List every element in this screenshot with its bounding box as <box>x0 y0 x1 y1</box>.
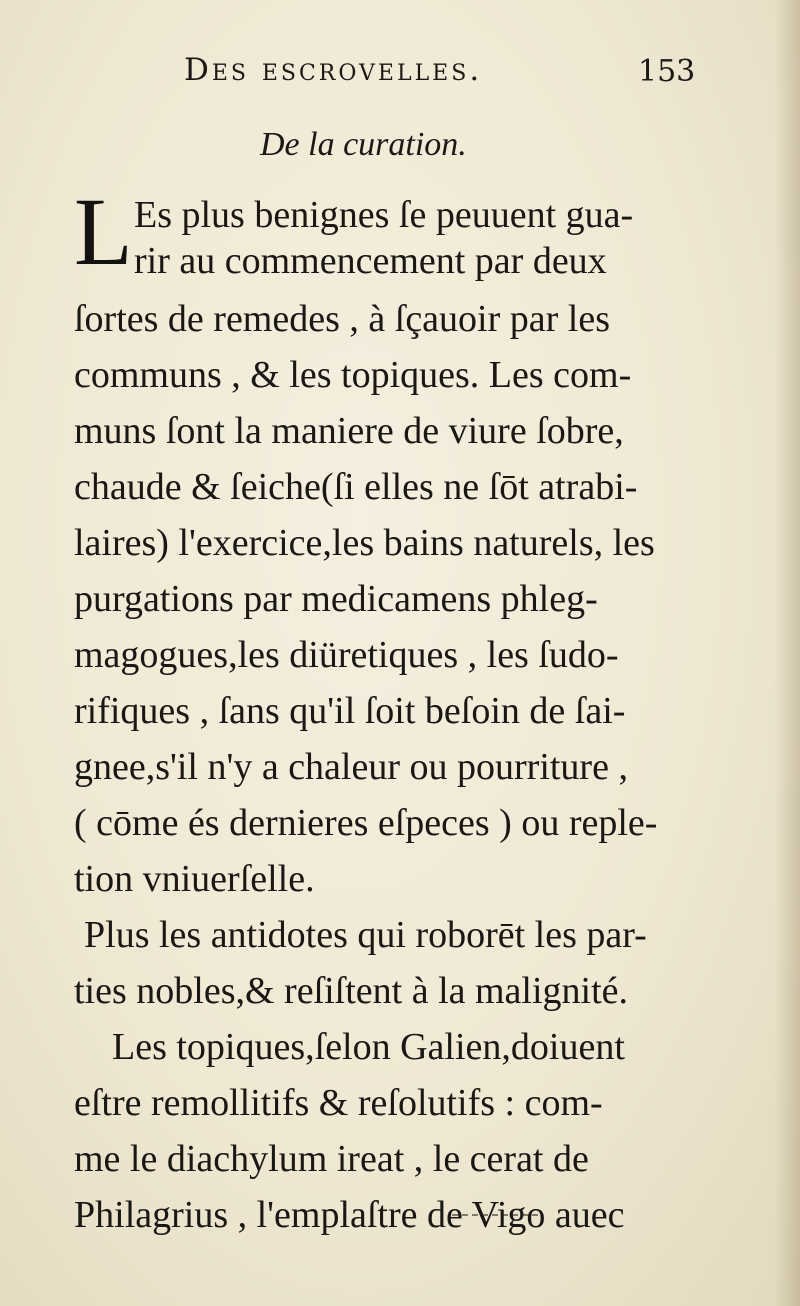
text-line: ( cōme és dernieres eſpeces ) ou reple- <box>74 802 658 844</box>
page-edge-shadow <box>774 0 800 1306</box>
page-header <box>178 46 698 96</box>
drop-cap: L <box>74 178 133 285</box>
section-title: De la curation. <box>260 126 467 163</box>
text-line: eſtre remollitifs & reſolutifs : com- <box>74 1082 603 1124</box>
page-number: 153 <box>638 54 696 89</box>
text-line: Plus les antidotes qui roborēt les par- <box>84 914 647 956</box>
text-line: gnee,s'il n'y a chaleur ou pourriture , <box>74 746 628 788</box>
text-line: rir au commencement par deux <box>134 240 607 282</box>
text-line: tion vniuerſelle. <box>74 858 315 900</box>
text-line: rifiques , ſans qu'il ſoit beſoin de ſai- <box>74 690 626 732</box>
text-line: chaude & ſeiche(ſi elles ne ſōt atrabi- <box>74 466 638 508</box>
text-line: Philagrius , l'emplaſtre de Vigo auec <box>74 1194 625 1236</box>
text-line: purgations par medicamens phleg- <box>74 578 598 620</box>
body-text <box>74 178 714 1242</box>
text-line: Les topiques,ſelon Galien,doiuent <box>112 1026 625 1068</box>
text-line: Es plus benignes ſe peuuent gua- <box>134 194 634 236</box>
text-line: laires) l'exercice,les bains naturels, les <box>74 522 655 564</box>
text-line: muns ſont la maniere de viure ſobre, <box>74 410 624 452</box>
running-head: Des escrovelles. <box>184 52 483 88</box>
text-line: communs , & les topiques. Les com- <box>74 354 632 396</box>
text-line: ſortes de remedes , à ſçauoir par les <box>74 298 610 340</box>
text-line: me le diachylum ireat , le cerat de <box>74 1138 589 1180</box>
text-line: ties nobles,& reſiſtent à la malignité. <box>74 970 629 1012</box>
text-line: magogues,les diüretiques , les ſudo- <box>74 634 619 676</box>
catchword-mark <box>452 1214 538 1222</box>
